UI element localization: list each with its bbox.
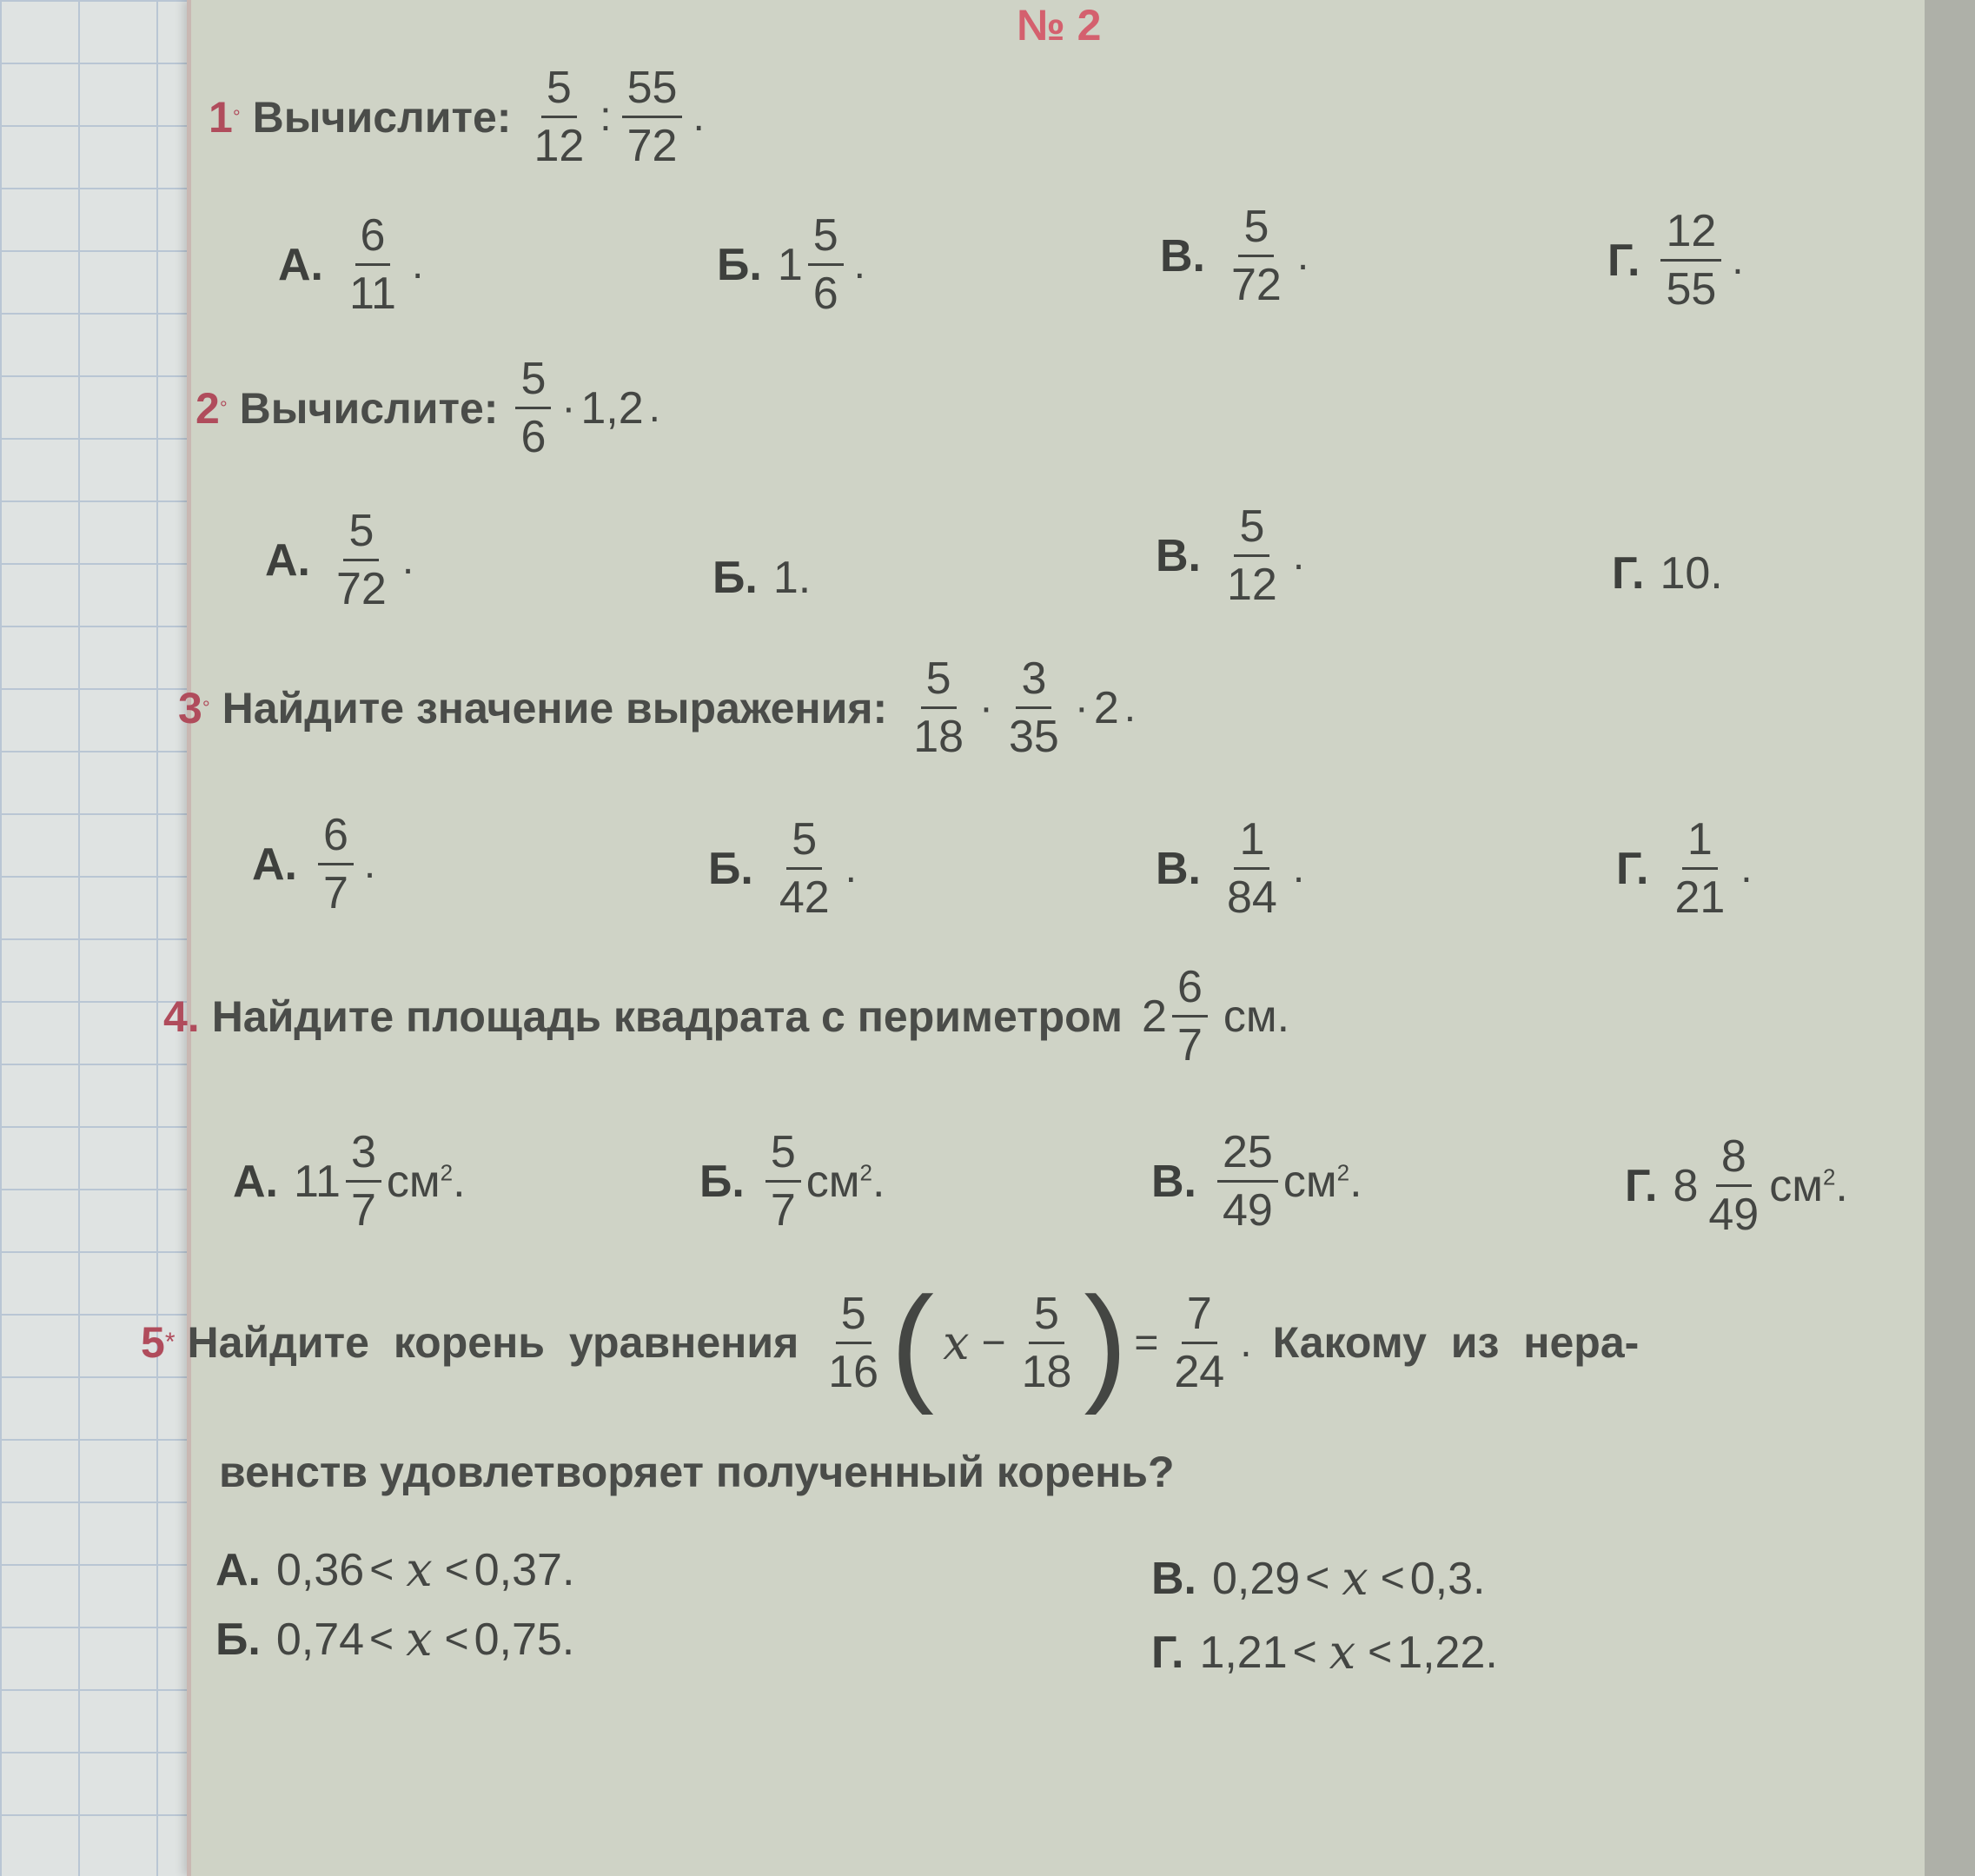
option-label: В. [1151,1156,1196,1207]
fraction: $\frac{5}{7}$ [765,1130,801,1233]
period: . [1296,233,1309,279]
question-1-option-g[interactable] [1607,206,1749,315]
question-2-option-b[interactable] [712,552,811,604]
option-label: Г. [1612,548,1645,599]
period: . [853,242,866,288]
fraction: $\frac{5}{72}$ [1231,202,1282,310]
question-1-text: Вычислите: [252,92,512,142]
decimal-value: 1,2 [580,382,644,434]
variable: x [1329,1625,1356,1680]
fraction: $\frac{5}{18}$ [1021,1288,1072,1397]
option-label: Г. [1607,235,1640,286]
question-2-option-a[interactable] [265,508,419,612]
operator: · [979,685,994,731]
option-value: 10. [1660,548,1723,599]
page-edge [1925,0,1975,1876]
operator: < [1292,1629,1317,1675]
option-label: А. [215,1544,261,1595]
unit: $см^2$. [1769,1160,1848,1211]
question-5 [141,1269,1640,1415]
operator: < [369,1616,394,1662]
operator: · [1074,685,1089,731]
period: . [411,242,424,288]
question-5-option-b[interactable] [215,1612,574,1667]
integer-value: 2 [1093,682,1119,733]
upper-bound: 0,3. [1409,1553,1486,1604]
fraction: $\frac{5}{16}$ [828,1288,879,1397]
period: . [693,94,705,140]
question-3-option-b[interactable] [708,814,862,923]
period: . [363,841,376,887]
option-label: В. [1156,843,1201,894]
option-label: Г. [1151,1627,1184,1678]
fraction: $\frac{5}{12}$ [534,63,585,171]
operator: < [1380,1555,1405,1601]
period: . [648,385,660,431]
question-3-text: Найдите значение выражения: [222,683,888,733]
option-label: А. [265,534,310,586]
question-2-option-v[interactable] [1156,501,1309,610]
left-parenthesis: ( [891,1269,935,1415]
fraction: $\frac{8}{49}$ [1708,1131,1760,1240]
period: . [1123,685,1137,731]
lower-bound: 0,36 [276,1544,365,1595]
fraction: $\frac{7}{24}$ [1174,1288,1225,1397]
period: . [1740,845,1753,892]
question-2-number: 2 [196,383,220,433]
fraction: $\frac{5}{6}$ [515,356,551,460]
exercise-title: № 2 [1017,1,1102,50]
option-label: Б. [699,1156,745,1207]
operator: · [561,385,576,431]
question-1 [209,65,710,169]
operator: = [1134,1319,1159,1366]
unit: см. [1223,991,1290,1042]
operator: − [981,1319,1006,1366]
unit: $см^2$. [1282,1156,1362,1207]
question-3-option-v[interactable] [1156,814,1309,923]
question-1-number: 1 [209,92,233,142]
lower-bound: 0,29 [1212,1553,1301,1604]
variable: x [1342,1551,1369,1606]
fraction: $\frac{5}{6}$ [808,213,844,316]
question-5-text-cont: Какому из нера- [1272,1318,1640,1367]
question-2-text: Вычислите: [239,383,499,433]
operator: : [600,94,612,140]
fraction: $\frac{6}{7}$ [1172,965,1208,1068]
level-mark: ° [232,105,241,128]
operator: < [444,1547,469,1593]
question-4-option-v[interactable] [1151,1127,1362,1236]
question-4-text: Найдите площадь квадрата с периметром [211,991,1123,1041]
operator: < [444,1616,469,1662]
fraction: $\frac{55}{72}$ [622,65,683,169]
question-3-number: 3 [178,683,202,733]
period: . [1732,237,1744,283]
level-mark: ° [219,396,228,419]
option-label: В. [1160,230,1205,282]
period: . [1292,533,1305,579]
question-5-number: 5 [141,1318,165,1367]
question-5-text: Найдите корень уравнения [187,1318,799,1367]
whole-part: 11 [294,1156,341,1207]
whole-part: 2 [1142,991,1167,1042]
option-label: Б. [717,239,762,290]
question-3-option-g[interactable] [1616,814,1758,923]
question-3-option-a[interactable] [252,812,381,916]
question-4-option-b[interactable] [699,1127,885,1236]
option-label: Б. [712,553,758,603]
option-label: В. [1156,530,1201,581]
question-4-number: 4. [163,991,200,1041]
whole-part: 1 [777,239,803,290]
whole-part: 8 [1673,1160,1699,1211]
question-1-option-b[interactable] [717,210,871,319]
upper-bound: 0,37. [474,1544,575,1595]
question-2 [196,356,666,460]
option-label: А. [252,839,297,890]
period: . [845,845,858,892]
option-label: Б. [708,843,753,894]
option-label: В. [1151,1553,1196,1604]
notebook-grid-background [0,0,196,1876]
lower-bound: 1,21 [1199,1627,1288,1678]
fraction: $\frac{25}{49}$ [1217,1130,1278,1233]
fraction: $\frac{1}{84}$ [1227,814,1277,923]
fraction: $\frac{12}{55}$ [1660,209,1721,312]
variable: x [406,1612,433,1667]
right-parenthesis: ) [1084,1269,1128,1415]
question-4-option-a[interactable] [233,1127,466,1236]
question-5-text-line2 [219,1447,1175,1497]
option-label: А. [233,1156,278,1207]
fraction: $\frac{1}{21}$ [1674,814,1726,923]
fraction: $\frac{6}{7}$ [318,812,354,916]
period: . [401,537,414,583]
question-5-option-v[interactable] [1151,1551,1485,1606]
fraction: $\frac{5}{42}$ [779,814,830,923]
lower-bound: 0,74 [275,1614,365,1665]
option-label: Г. [1625,1160,1658,1211]
question-4 [163,962,1290,1071]
question-5-option-a[interactable] [215,1542,574,1597]
variable: x [406,1542,433,1597]
fraction: $\frac{6}{11}$ [349,210,396,319]
fraction: $\frac{5}{18}$ [913,653,964,762]
period: . [1292,845,1305,892]
level-mark: * [164,1328,176,1356]
fraction: $\frac{3}{7}$ [346,1130,381,1233]
question-1-option-v[interactable] [1160,204,1314,308]
option-label: Б. [215,1614,261,1665]
fraction: $\frac{3}{35}$ [1009,653,1059,762]
question-2-option-g[interactable] [1612,547,1723,600]
variable: x [943,1315,970,1370]
level-mark: ° [202,696,210,719]
upper-bound: 0,75. [474,1614,575,1665]
option-value: 1. [772,553,812,603]
operator: < [369,1547,394,1593]
operator: < [1305,1555,1330,1601]
option-label: Г. [1616,843,1649,894]
fraction: $\frac{5}{72}$ [336,506,387,614]
unit: $см^2$. [386,1156,466,1207]
period: . [1240,1319,1252,1366]
option-label: А. [278,239,323,290]
operator: < [1368,1629,1393,1675]
unit: $см^2$. [805,1156,885,1207]
question-3 [178,653,1141,762]
upper-bound: 1,22. [1397,1627,1498,1678]
question-1-option-a[interactable] [278,210,428,319]
fraction: $\frac{5}{12}$ [1227,501,1277,610]
question-5-option-g[interactable] [1151,1625,1498,1680]
question-4-option-g[interactable] [1625,1131,1848,1240]
question-5-text-2: венств удовлетворяет полученный корень? [219,1448,1175,1496]
